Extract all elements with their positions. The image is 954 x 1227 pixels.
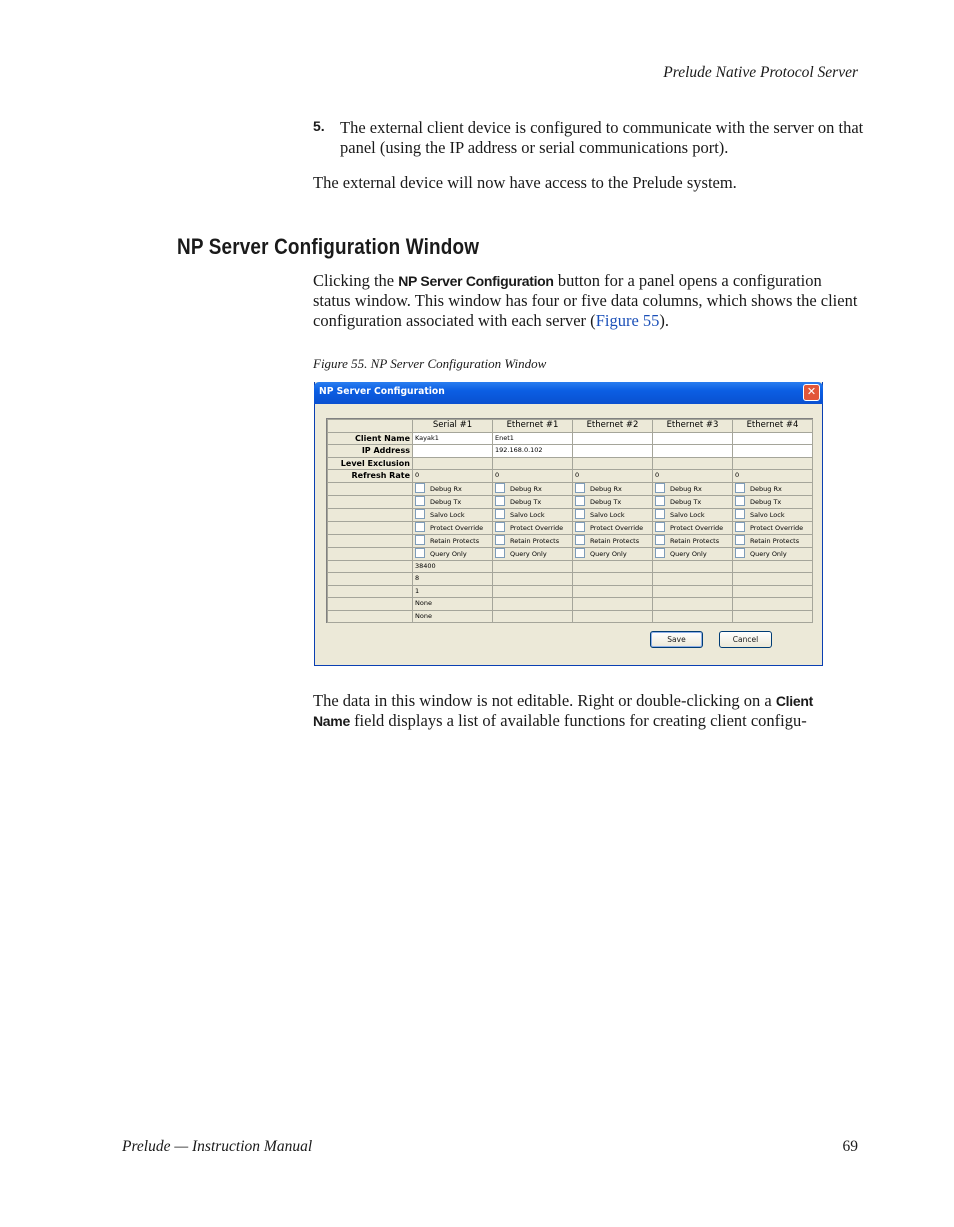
figure-link[interactable]: Figure 55 — [595, 311, 660, 330]
checkbox-cell — [653, 521, 733, 534]
p2-mid: button for a panel opens a configuration status window. This window has four or five data columns, which shows the client configuration associated with each server ( — [313, 271, 858, 330]
checkbox-label: Protect Override — [670, 523, 724, 532]
checkbox[interactable] — [575, 535, 585, 545]
paragraph-2 — [313, 271, 858, 331]
row-label-empty — [328, 610, 413, 623]
checkbox-label: Salvo Lock — [590, 510, 625, 519]
cell-ip-address: 192.168.0.102 — [493, 445, 573, 458]
cell-level-exclusion — [733, 457, 813, 470]
serial-setting-cell: None — [413, 610, 493, 623]
table-row — [328, 482, 813, 495]
checkbox-cell — [573, 521, 653, 534]
row-label: Level Exclusion — [328, 457, 413, 470]
checkbox-label: Protect Override — [510, 523, 564, 532]
checkbox[interactable] — [575, 548, 585, 558]
checkbox-label: Salvo Lock — [510, 510, 545, 519]
checkbox[interactable] — [495, 509, 505, 519]
p3-post: field displays a list of available functions for creating client configu- — [349, 711, 807, 730]
cell-refresh-rate: 0 — [573, 470, 653, 483]
checkbox-cell — [573, 534, 653, 547]
row-label: Refresh Rate — [328, 470, 413, 483]
cell-client-name[interactable]: Kayak1 — [413, 432, 493, 445]
checkbox[interactable] — [575, 509, 585, 519]
cell-client-name[interactable] — [653, 432, 733, 445]
checkbox-label: Debug Rx — [590, 484, 622, 493]
checkbox[interactable] — [655, 509, 665, 519]
row-label-empty — [328, 495, 413, 508]
checkbox[interactable] — [655, 548, 665, 558]
row-label-empty — [328, 560, 413, 573]
table-row — [328, 573, 813, 586]
table-row — [328, 560, 813, 573]
checkbox-label: Debug Tx — [670, 497, 702, 506]
checkbox-cell — [413, 482, 493, 495]
checkbox-label: Query Only — [430, 549, 467, 558]
checkbox-cell — [493, 495, 573, 508]
page-number: 69 — [842, 1138, 858, 1155]
checkbox[interactable] — [655, 535, 665, 545]
table-row — [328, 547, 813, 560]
checkbox-label: Retain Protects — [430, 536, 480, 545]
cell-refresh-rate: 0 — [493, 470, 573, 483]
checkbox-cell — [413, 508, 493, 521]
cell-level-exclusion — [493, 457, 573, 470]
checkbox-label: Retain Protects — [510, 536, 560, 545]
checkbox-cell — [413, 534, 493, 547]
serial-setting-cell: 1 — [413, 585, 493, 598]
checkbox-cell — [493, 521, 573, 534]
empty-cell — [573, 573, 653, 586]
checkbox[interactable] — [495, 535, 505, 545]
checkbox-cell — [733, 508, 813, 521]
checkbox-cell — [573, 482, 653, 495]
checkbox-label: Debug Tx — [750, 497, 782, 506]
checkbox[interactable] — [495, 483, 505, 493]
checkbox-cell — [493, 482, 573, 495]
checkbox-cell — [653, 534, 733, 547]
checkbox-label: Salvo Lock — [430, 510, 465, 519]
checkbox[interactable] — [415, 535, 425, 545]
checkbox-cell — [413, 521, 493, 534]
window-title: NP Server Configuration — [319, 386, 445, 397]
serial-setting-cell: 38400 — [413, 560, 493, 573]
checkbox[interactable] — [415, 509, 425, 519]
table-row — [328, 508, 813, 521]
row-label-empty — [328, 573, 413, 586]
column-header: Ethernet #2 — [573, 420, 653, 433]
cell-ip-address — [733, 445, 813, 458]
checkbox-cell — [733, 482, 813, 495]
section-title: NP Server Configuration Window — [177, 234, 480, 259]
checkbox-cell — [653, 495, 733, 508]
checkbox-label: Protect Override — [590, 523, 644, 532]
cell-level-exclusion — [573, 457, 653, 470]
checkbox-label: Debug Tx — [430, 497, 462, 506]
cell-level-exclusion — [653, 457, 733, 470]
checkbox[interactable] — [415, 483, 425, 493]
column-header: Ethernet #4 — [733, 420, 813, 433]
column-header: Ethernet #3 — [653, 420, 733, 433]
table-row — [328, 457, 813, 470]
empty-cell — [733, 598, 813, 611]
row-label-empty — [328, 508, 413, 521]
row-label: IP Address — [328, 445, 413, 458]
checkbox-label: Protect Override — [430, 523, 484, 532]
step-number: 5. — [313, 118, 325, 134]
empty-cell — [733, 610, 813, 623]
cell-ip-address — [413, 445, 493, 458]
serial-setting-cell: None — [413, 598, 493, 611]
checkbox[interactable] — [495, 496, 505, 506]
checkbox-label: Debug Rx — [430, 484, 462, 493]
checkbox-cell — [493, 534, 573, 547]
np-server-config-window — [314, 382, 823, 666]
checkbox-cell — [733, 495, 813, 508]
table-row — [328, 585, 813, 598]
empty-cell — [653, 610, 733, 623]
table-row — [328, 598, 813, 611]
empty-cell — [733, 573, 813, 586]
p3-pre: The data in this window is not editable. Right or double-clicking on a — [313, 691, 776, 710]
empty-cell — [493, 560, 573, 573]
checkbox-label: Debug Tx — [590, 497, 622, 506]
figure-caption: Figure 55. NP Server Configuration Window — [313, 356, 547, 371]
running-header: Prelude Native Protocol Server — [663, 64, 858, 81]
serial-setting-cell: 8 — [413, 573, 493, 586]
checkbox-label: Retain Protects — [670, 536, 720, 545]
checkbox-label: Query Only — [750, 549, 787, 558]
checkbox-label: Retain Protects — [750, 536, 800, 545]
checkbox[interactable] — [415, 548, 425, 558]
cell-level-exclusion — [413, 457, 493, 470]
checkbox-cell — [573, 508, 653, 521]
p2-pre: Clicking the — [313, 271, 399, 290]
checkbox[interactable] — [575, 483, 585, 493]
step-text: The external client device is configured to communicate with the server on that panel (using the IP address or serial communications port). — [340, 118, 864, 157]
checkbox-cell — [413, 547, 493, 560]
empty-cell — [733, 560, 813, 573]
checkbox-label: Salvo Lock — [750, 510, 785, 519]
table-row — [328, 470, 813, 483]
checkbox-cell — [733, 521, 813, 534]
checkbox[interactable] — [655, 496, 665, 506]
table-row — [328, 534, 813, 547]
checkbox-label: Debug Tx — [510, 497, 542, 506]
checkbox-label: Debug Rx — [510, 484, 542, 493]
empty-cell — [493, 598, 573, 611]
checkbox[interactable] — [735, 522, 745, 532]
row-label-empty — [328, 521, 413, 534]
cell-refresh-rate: 0 — [413, 470, 493, 483]
header-corner — [328, 420, 413, 433]
p3-bold-name: Name — [313, 713, 350, 729]
checkbox[interactable] — [575, 522, 585, 532]
empty-cell — [653, 598, 733, 611]
table-row — [328, 521, 813, 534]
table-row — [328, 610, 813, 623]
checkbox-cell — [493, 547, 573, 560]
empty-cell — [573, 598, 653, 611]
column-header: Ethernet #1 — [493, 420, 573, 433]
config-table — [327, 419, 813, 623]
empty-cell — [573, 585, 653, 598]
checkbox[interactable] — [415, 522, 425, 532]
checkbox-cell — [653, 482, 733, 495]
checkbox-label: Debug Rx — [670, 484, 702, 493]
row-label-empty — [328, 534, 413, 547]
checkbox-cell — [413, 495, 493, 508]
checkbox-label: Debug Rx — [750, 484, 782, 493]
cell-client-name[interactable]: Enet1 — [493, 432, 573, 445]
checkbox-cell — [653, 547, 733, 560]
empty-cell — [493, 573, 573, 586]
empty-cell — [653, 573, 733, 586]
paragraph-3 — [313, 691, 861, 731]
cancel-button[interactable]: Cancel — [719, 631, 772, 648]
window-titlebar[interactable] — [314, 382, 823, 404]
empty-cell — [653, 585, 733, 598]
checkbox[interactable] — [735, 483, 745, 493]
empty-cell — [573, 610, 653, 623]
cell-ip-address — [573, 445, 653, 458]
footer-title: Prelude — Instruction Manual — [122, 1138, 313, 1155]
checkbox-cell — [733, 534, 813, 547]
close-icon[interactable]: ✕ — [803, 384, 820, 401]
config-grid — [326, 418, 813, 623]
checkbox[interactable] — [495, 548, 505, 558]
checkbox-label: Retain Protects — [590, 536, 640, 545]
cell-client-name[interactable] — [733, 432, 813, 445]
table-header-row — [328, 420, 813, 433]
p2-post: ). — [659, 311, 670, 330]
checkbox-label: Protect Override — [750, 523, 804, 532]
cell-ip-address — [653, 445, 733, 458]
p3-bold-client: Client — [775, 693, 813, 709]
checkbox-label: Query Only — [590, 549, 627, 558]
table-row — [328, 495, 813, 508]
cell-refresh-rate: 0 — [653, 470, 733, 483]
checkbox[interactable] — [655, 522, 665, 532]
table-row — [328, 445, 813, 458]
paragraph-1: The external device will now have access to the Prelude system. — [313, 173, 737, 192]
checkbox[interactable] — [735, 496, 745, 506]
checkbox[interactable] — [735, 548, 745, 558]
checkbox-label: Query Only — [510, 549, 547, 558]
row-label: Client Name — [328, 432, 413, 445]
checkbox[interactable] — [495, 522, 505, 532]
checkbox-cell — [573, 495, 653, 508]
column-header: Serial #1 — [413, 420, 493, 433]
checkbox-label: Salvo Lock — [670, 510, 705, 519]
row-label-empty — [328, 585, 413, 598]
checkbox-label: Query Only — [670, 549, 707, 558]
table-row — [328, 432, 813, 445]
checkbox[interactable] — [415, 496, 425, 506]
checkbox-cell — [573, 547, 653, 560]
checkbox-cell — [733, 547, 813, 560]
checkbox[interactable] — [655, 483, 665, 493]
row-label-empty — [328, 482, 413, 495]
row-label-empty — [328, 598, 413, 611]
cell-refresh-rate: 0 — [733, 470, 813, 483]
cell-client-name[interactable] — [573, 432, 653, 445]
checkbox-cell — [493, 508, 573, 521]
checkbox[interactable] — [735, 509, 745, 519]
checkbox[interactable] — [735, 535, 745, 545]
empty-cell — [493, 610, 573, 623]
empty-cell — [653, 560, 733, 573]
save-button[interactable]: Save — [650, 631, 703, 648]
empty-cell — [493, 585, 573, 598]
p2-button-name: NP Server Configuration — [398, 273, 554, 289]
checkbox[interactable] — [575, 496, 585, 506]
checkbox-cell — [653, 508, 733, 521]
empty-cell — [733, 585, 813, 598]
empty-cell — [573, 560, 653, 573]
row-label-empty — [328, 547, 413, 560]
